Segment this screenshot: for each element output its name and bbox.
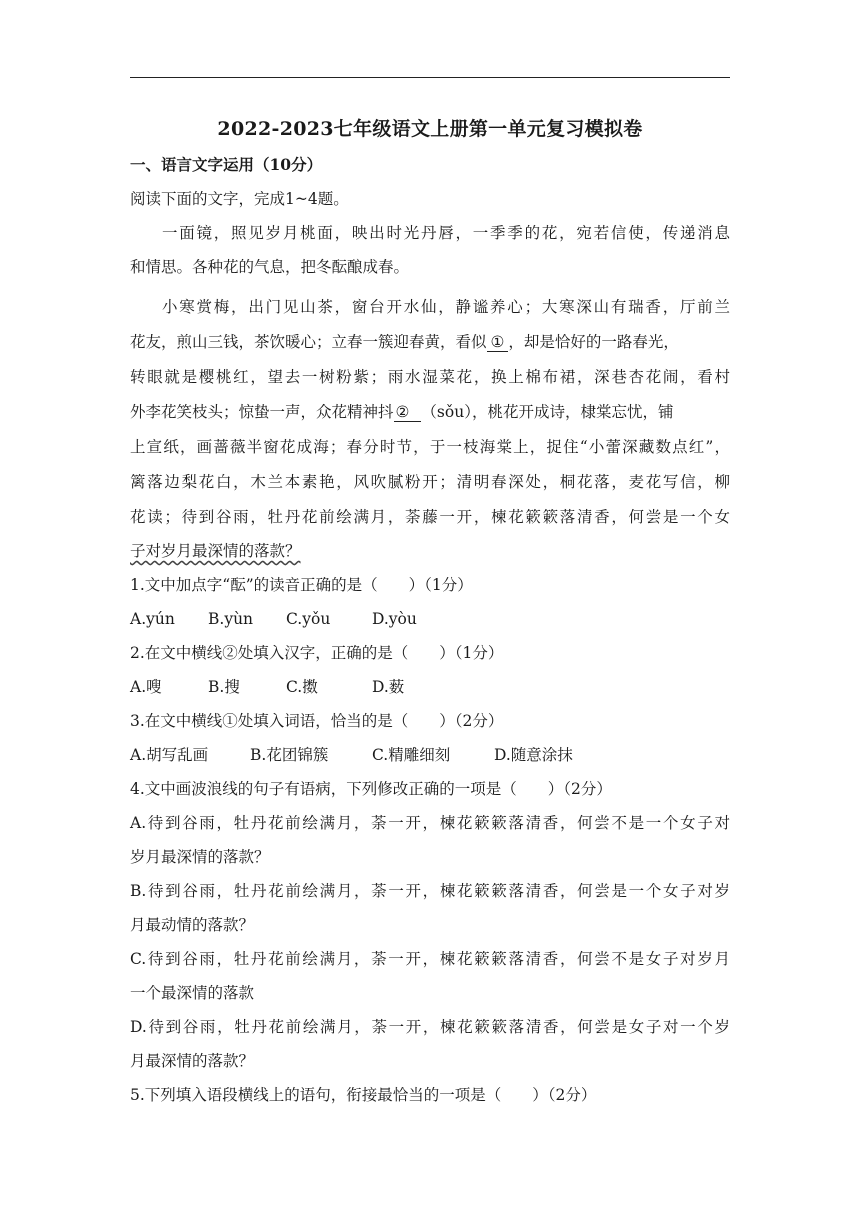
q1-option-d: D.yòu bbox=[372, 610, 417, 628]
question-2: 2.在文中横线②处填入汉字，正确的是（ ）（1分） bbox=[130, 644, 504, 662]
q2-option-c: C.擞 bbox=[286, 678, 318, 696]
reading-instruction: 阅读下面的文字，完成1~4题。 bbox=[130, 190, 349, 208]
question-1: 1.文中加点字“酝”的读音正确的是（ ）（1分） bbox=[130, 576, 473, 594]
passage-text: 花友，煎山三钱，茶饮暖心；立春一簇迎春黄，看似 bbox=[130, 333, 487, 351]
passage-p2-line8 bbox=[130, 540, 730, 562]
q4-option-c-line1: C.待到谷雨，牡丹花前绘满月，荼一开，楝花簌簌落清香，何尝不是女子对岁月 bbox=[130, 950, 730, 968]
question-3-options bbox=[130, 744, 730, 766]
q3-option-c: C.精雕细刻 bbox=[372, 746, 451, 764]
exam-title: 2022-2023七年级语文上册第一单元复习模拟卷 bbox=[217, 118, 643, 140]
passage-p2-line1: 小寒赏梅，出门见山茶，窗台开水仙，静谧养心；大寒深山有瑞香，厅前兰 bbox=[162, 298, 730, 316]
passage-text: ，却是恰好的一路春光， bbox=[508, 333, 679, 351]
q4-option-b-line1: B.待到谷雨，牡丹花前绘满月，荼一开，楝花簌簌落清香，何尝是一个女子对岁 bbox=[130, 882, 730, 900]
passage-p2-line2 bbox=[130, 331, 730, 353]
passage-p2-line7 bbox=[130, 506, 730, 528]
passage-p2-line5: 上宣纸，画蔷薇半窗花成海；春分时节，于一枝海棠上，捉住“小蕾深藏数点红”， bbox=[130, 438, 730, 456]
blank-1: ① bbox=[487, 333, 509, 352]
question-4: 4.文中画波浪线的句子有语病，下列修改正确的一项是（ ）（2分） bbox=[130, 780, 612, 798]
q4-option-d-line2: 月最深情的落款？ bbox=[130, 1052, 255, 1070]
q4-option-d-line1: D.待到谷雨，牡丹花前绘满月，荼一开，楝花簌簌落清香，何尝是女子对一个岁 bbox=[130, 1018, 730, 1036]
q1-option-c: C.yǒu bbox=[286, 610, 331, 628]
q3-option-a: A.胡写乱画 bbox=[130, 746, 209, 764]
passage-p2-line4 bbox=[130, 401, 730, 423]
question-2-options bbox=[130, 676, 730, 698]
question-3: 3.在文中横线①处填入词语，恰当的是（ ）（2分） bbox=[130, 712, 504, 730]
blank-2: ② bbox=[394, 403, 422, 422]
q3-option-d: D.随意涂抹 bbox=[494, 746, 573, 764]
q2-option-d: D.薮 bbox=[372, 678, 405, 696]
q4-option-a-line2: 岁月最深情的落款？ bbox=[130, 848, 270, 866]
passage-text: （sǒu），桃花开成诗，棣棠忘忧，铺 bbox=[421, 403, 674, 421]
q1-option-b: B.yùn bbox=[208, 610, 254, 628]
question-1-options bbox=[130, 608, 730, 630]
question-5: 5.下列填入语段横线上的语句，衔接最恰当的一项是（ ）（2分） bbox=[130, 1086, 597, 1104]
q4-option-c-line2: 一个最深情的落款 bbox=[130, 984, 255, 1002]
q2-option-b: B.搜 bbox=[208, 678, 240, 696]
passage-p2-line6: 篱落边梨花白，木兰本素艳，风吹腻粉开；清明春深处，桐花落，麦花写信，柳 bbox=[130, 473, 730, 491]
passage-p1-line1: 一面镜，照见岁月桃面，映出时光丹唇，一季季的花，宛若信使，传递消息 bbox=[162, 224, 730, 242]
passage-p1-line2: 和情思。各种花的气息，把冬酝酿成春。 bbox=[130, 258, 410, 276]
q2-option-a: A.嗖 bbox=[130, 678, 162, 696]
passage-text: 外李花笑枝头；惊蛰一声，众花精神抖 bbox=[130, 403, 394, 421]
q1-option-a: A.yún bbox=[130, 610, 175, 628]
q4-option-a-line1: A.待到谷雨，牡丹花前绘满月，荼一开，楝花簌簌落清香，何尝不是一个女子对 bbox=[130, 814, 730, 832]
header-rule bbox=[130, 77, 730, 78]
wavy-sentence: 花读；待到谷雨，牡丹花前绘满月，荼藤一开，楝花簌簌落清香，何尝是一个女 bbox=[130, 508, 730, 526]
q3-option-b: B.花团锦簇 bbox=[250, 746, 329, 764]
wavy-sentence-end: 子对岁月最深情的落款？ bbox=[130, 542, 301, 560]
section-heading: 一、语言文字运用（10分） bbox=[130, 155, 323, 174]
q4-option-b-line2: 月最动情的落款？ bbox=[130, 916, 255, 934]
passage-p2-line3: 转眼就是樱桃红，望去一树粉紫；雨水湿菜花，换上棉布裙，深巷杏花闹，看村 bbox=[130, 368, 730, 386]
